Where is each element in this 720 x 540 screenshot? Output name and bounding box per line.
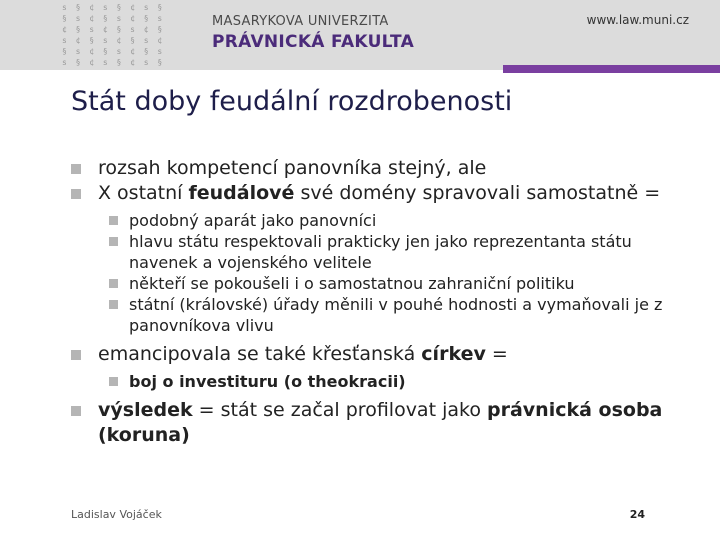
sub-bullet-text: někteří se pokoušeli i o samostatnou zahraniční politiku [129, 274, 575, 293]
website-url: www.law.muni.cz [586, 13, 689, 27]
sub-bullet [71, 231, 691, 273]
bullet-square-icon [109, 300, 118, 309]
bullet-3-text-b: = [485, 343, 508, 365]
page-number: 24 [629, 508, 645, 521]
bullet-3 [71, 342, 691, 367]
faculty-name: PRÁVNICKÁ FAKULTA [212, 32, 415, 52]
bullet-3-bold: církev [421, 343, 486, 365]
bullet-2-text-a: X ostatní [98, 182, 189, 204]
bullet-4-text: = stát se začal profilovat jako [192, 399, 487, 421]
sub-bullet [71, 273, 691, 294]
sub-bullet [71, 371, 691, 392]
sub-list-2 [71, 371, 691, 392]
bullet-square-icon [71, 189, 81, 199]
sub-bullet [71, 294, 691, 336]
sub-bullet [71, 210, 691, 231]
bullet-square-icon [109, 279, 118, 288]
bullet-4 [71, 398, 691, 448]
university-name: MASARYKOVA UNIVERZITA [212, 14, 389, 29]
sub-bullet-text: podobný aparát jako panovníci [129, 211, 377, 230]
slide-content [71, 156, 691, 448]
bullet-square-icon [109, 377, 118, 386]
sub-bullet-text: boj o investituru (o theokracii) [129, 372, 406, 391]
bullet-4-bold-b: právnická osoba (koruna) [98, 399, 663, 446]
bullet-square-icon [109, 237, 118, 246]
bullet-square-icon [71, 406, 81, 416]
footer-author: Ladislav Vojáček [71, 508, 162, 521]
bullet-2 [71, 181, 691, 206]
header-band [0, 0, 720, 70]
bullet-square-icon [109, 216, 118, 225]
sub-list-1 [71, 210, 691, 336]
accent-bar [503, 65, 720, 73]
bullet-1-text: rozsah kompetencí panovníka stejný, ale [98, 157, 487, 179]
bullet-3-text-a: emancipovala se také křesťanská [98, 343, 422, 365]
bullet-1 [71, 156, 691, 181]
bullet-square-icon [71, 164, 81, 174]
bullet-4-bold-a: výsledek [98, 399, 193, 421]
bullet-2-bold: feudálové [188, 182, 295, 204]
bullet-square-icon [71, 350, 81, 360]
slide-title: Stát doby feudální rozdrobenosti [71, 86, 513, 117]
sub-bullet-text: hlavu státu respektovali prakticky jen jako reprezentanta státu navenek a vojenského velitele [129, 232, 632, 272]
bullet-2-text-b: své domény spravovali samostatně = [294, 182, 661, 204]
sub-bullet-text: státní (královské) úřady měnili v pouhé hodnosti a vymaňovali je z panovníkova vlivu [129, 295, 663, 335]
university-logo-pattern: s § ¢ s § ¢ s § § s ¢ § s ¢ § s ¢ § s ¢ § s ¢ § s ¢ § s ¢ § s ¢ § s ¢ § s ¢ § s s § ¢ s § ¢ s § [62, 3, 165, 67]
